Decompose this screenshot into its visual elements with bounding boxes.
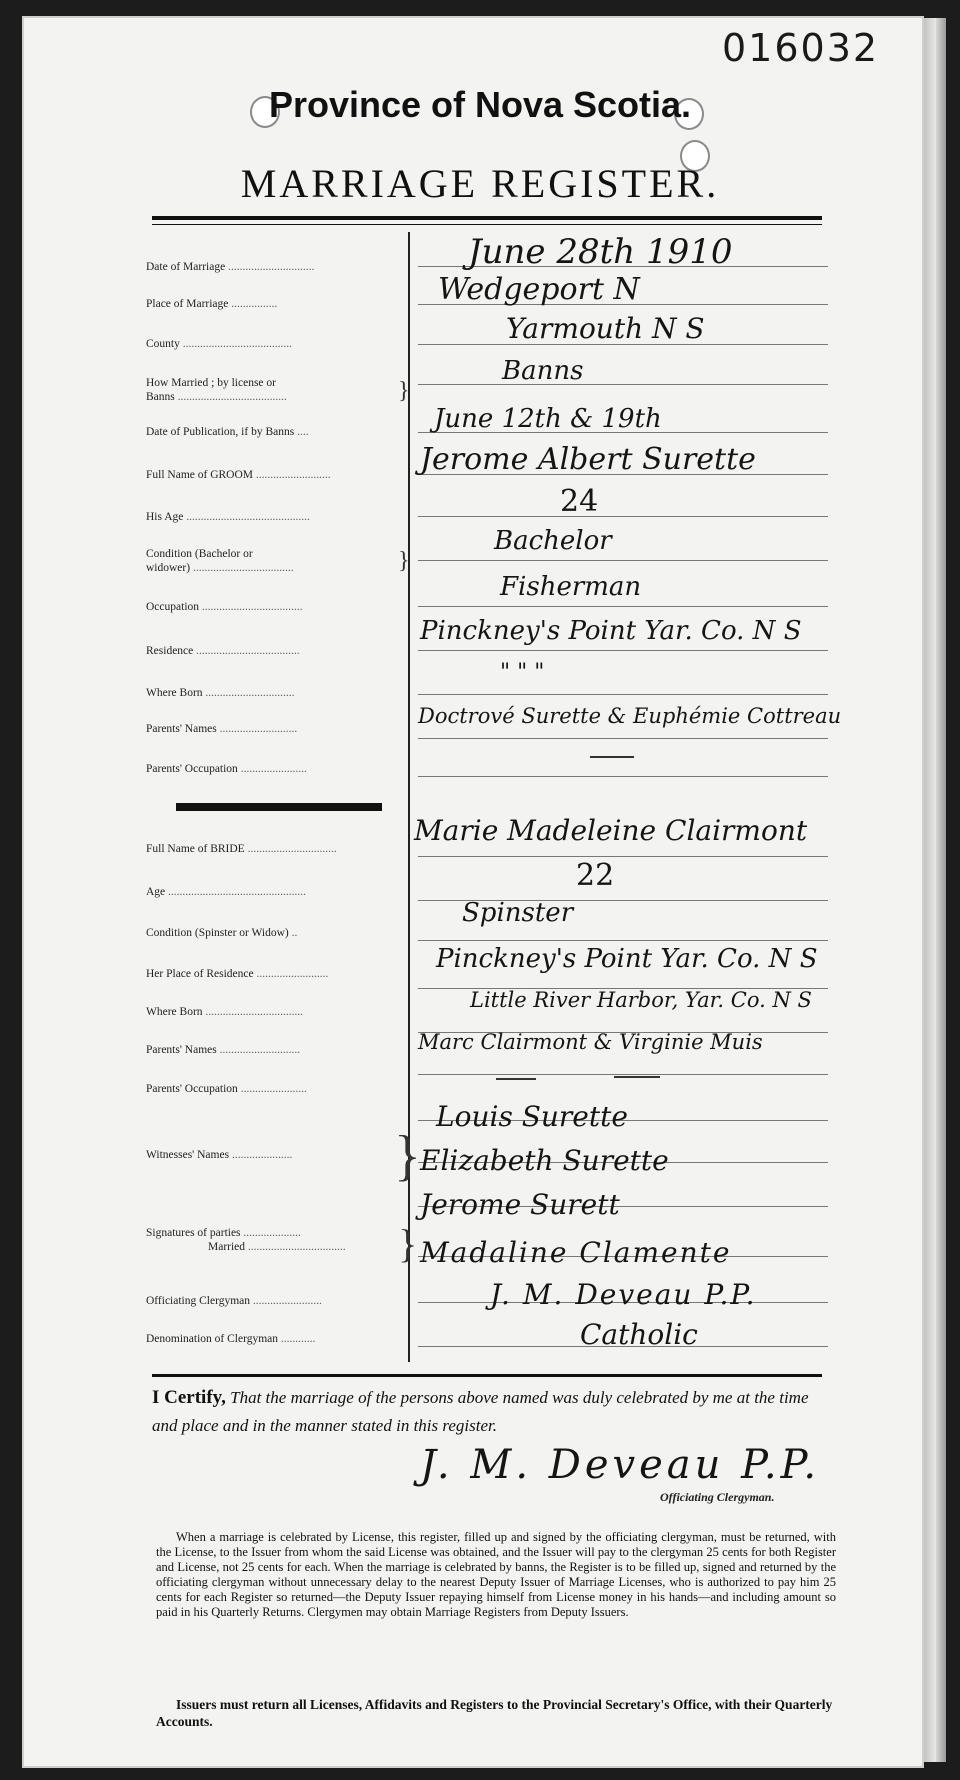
value-date-of-marriage: June 28th 1910 <box>468 232 733 272</box>
officiating-caption: Officiating Clergyman. <box>660 1490 775 1504</box>
issuers-notice: Issuers must return all Licenses, Affidavits and Registers to the Provincial Secretary's Office, with their Quarterly Accounts. <box>156 1697 833 1729</box>
certification-text: I Certify, That the marriage of the persons above named was duly celebrated by me at the time and place and in the manner stated in this register. <box>152 1387 809 1435</box>
value-signature-bride: Madaline Clamente <box>420 1236 732 1269</box>
label-condition-groom: Condition (Bachelor or widower) ................................... <box>146 548 294 574</box>
value-witness-1: Louis Surette <box>436 1100 628 1133</box>
label-where-born-bride: Where Born .................................. <box>146 1006 304 1018</box>
dash-mark <box>614 1076 660 1078</box>
label-date-of-publication: Date of Publication, if by Banns .... <box>146 426 309 438</box>
label-date-of-marriage: Date of Marriage .............................. <box>146 261 315 273</box>
label-officiating: Officiating Clergyman ........................ <box>146 1295 322 1307</box>
label-how-married: How Married ; by license or Banns ...................................... <box>146 377 287 403</box>
label-place-of-marriage: Place of Marriage ................ <box>146 298 278 310</box>
value-her-residence: Pinckney's Point Yar. Co. N S <box>436 944 818 974</box>
brace: } <box>398 378 410 404</box>
label-county: County ...................................... <box>146 338 292 350</box>
entry-line <box>418 650 828 651</box>
label-parents-names: Parents' Names ........................... <box>146 723 298 735</box>
brace: } <box>394 1125 421 1187</box>
value-denomination: Catholic <box>580 1318 698 1351</box>
title-rule <box>152 216 822 220</box>
value-county: Yarmouth N S <box>506 312 705 345</box>
value-parents-names: Doctrové Surette & Euphémie Cottreau <box>418 704 842 728</box>
value-where-born: " " " <box>500 660 545 685</box>
value-how-married: Banns <box>502 356 584 386</box>
brace: } <box>398 548 410 574</box>
value-his-age: 24 <box>560 484 599 519</box>
clergyman-signature: J. M. Deveau P.P. <box>420 1442 821 1488</box>
province-heading: Province of Nova Scotia. <box>268 84 692 125</box>
value-condition-groom: Bachelor <box>494 526 612 556</box>
entry-line <box>418 940 828 941</box>
value-groom-name: Jerome Albert Surette <box>420 442 756 477</box>
register-title: MARRIAGE REGISTER. <box>240 161 720 206</box>
value-parents-names-bride: Marc Clairmont & Virginie Muis <box>418 1030 763 1054</box>
label-parents-occupation: Parents' Occupation ....................... <box>146 763 307 775</box>
entry-line <box>418 738 828 739</box>
value-witness-2: Elizabeth Surette <box>420 1144 669 1177</box>
entry-line <box>418 776 828 777</box>
label-parents-names-bride: Parents' Names ............................ <box>146 1044 301 1056</box>
paper-edge <box>936 18 946 1762</box>
label-her-residence: Her Place of Residence ......................... <box>146 968 329 980</box>
label-occupation: Occupation ................................... <box>146 601 303 613</box>
value-signature-groom: Jerome Surett <box>420 1188 620 1221</box>
label-residence: Residence .................................... <box>146 645 300 657</box>
value-occupation: Fisherman <box>500 572 642 602</box>
label-bride-name: Full Name of BRIDE ............................... <box>146 843 337 855</box>
label-parents-occupation-bride: Parents' Occupation ....................... <box>146 1083 307 1095</box>
entry-line <box>418 856 828 857</box>
license-notice: When a marriage is celebrated by License, this register, filled up and signed by the officiating clergyman, must be returned, with the License, to the Issuer from whom the said License was obtained, and the Issuer will pay to the clergyman 25 cents for both Register and License, not 25 cents for each. When the marriage is celebrated by banns, the Register is to be filled up, signed and returned by the officiating clergyman without unnecessary delay to the nearest Deputy Issuer of Marriage Licenses, who is authorized to pay him 25 cents for each Register so returned—the Deputy Issuer repaying himself from License money in his hands—and including amount so paid in his Quarterly Returns. Clergymen may obtain Marriage Registers from Deputy Issuers. <box>156 1530 836 1619</box>
label-age: Age ................................................ <box>146 886 307 898</box>
dash-mark <box>496 1078 536 1080</box>
entry-line <box>418 384 828 385</box>
certify-rule <box>152 1374 822 1377</box>
paper-edge <box>922 18 936 1762</box>
label-where-born: Where Born ............................... <box>146 687 295 699</box>
entry-line <box>418 694 828 695</box>
value-officiating: J. M. Deveau P.P. <box>490 1278 757 1311</box>
title-rule <box>152 224 822 225</box>
label-groom-name: Full Name of GROOM .......................... <box>146 469 331 481</box>
label-his-age: His Age ........................................... <box>146 511 310 523</box>
entry-line <box>418 560 828 561</box>
value-condition-bride: Spinster <box>462 898 574 928</box>
label-condition-bride: Condition (Spinster or Widow) .. <box>146 927 298 939</box>
value-date-of-publication: June 12th & 19th <box>434 404 662 434</box>
entry-line <box>418 516 828 517</box>
entry-line <box>418 606 828 607</box>
value-age: 22 <box>576 858 615 893</box>
value-where-born-bride: Little River Harbor, Yar. Co. N S <box>470 988 812 1012</box>
label-denomination: Denomination of Clergyman ............ <box>146 1333 316 1345</box>
stamp-number: 016032 <box>722 26 880 70</box>
entry-line <box>418 1074 828 1075</box>
value-bride-name: Marie Madeleine Clairmont <box>414 814 808 847</box>
label-signatures: Signatures of parties .................... Married .................................. <box>146 1227 346 1253</box>
brace: } <box>398 1221 418 1266</box>
section-separator <box>176 803 382 811</box>
label-witnesses: Witnesses' Names ..................... <box>146 1149 293 1161</box>
value-residence: Pinckney's Point Yar. Co. N S <box>420 616 802 646</box>
value-place-of-marriage: Wedgeport N <box>438 272 640 307</box>
dash-mark <box>590 756 634 758</box>
